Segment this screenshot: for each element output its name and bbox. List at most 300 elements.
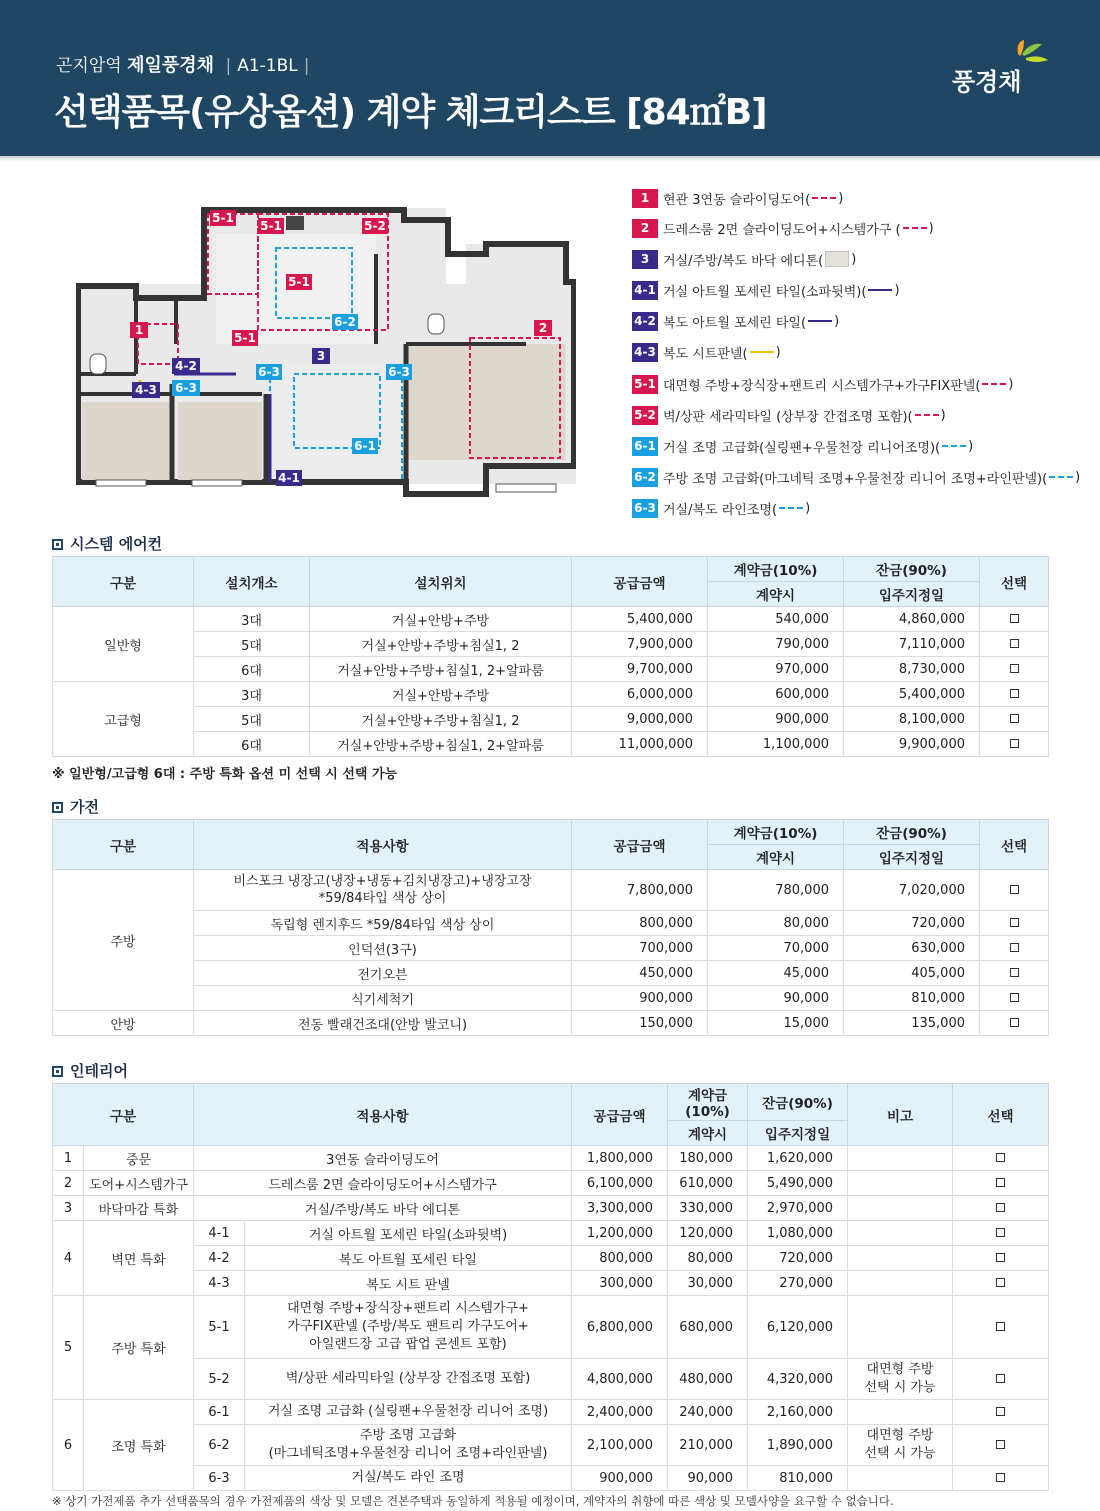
select-cell[interactable] [980, 961, 1049, 986]
table-cell: 680,000 [668, 1296, 748, 1359]
select-cell[interactable] [980, 936, 1049, 961]
table-row [53, 1011, 1049, 1036]
select-cell[interactable] [980, 986, 1049, 1011]
table-cell: 810,000 [748, 1466, 848, 1491]
section-title-text: 시스템 에어컨 [70, 535, 163, 553]
table-row [53, 870, 1049, 911]
table-cell: 480,000 [668, 1359, 748, 1400]
table-cell: 8,100,000 [844, 707, 980, 732]
block-label: A1-1BL [237, 56, 298, 76]
legend-swatch [812, 197, 836, 199]
table-cell: 5,400,000 [572, 607, 708, 632]
legend-close: ) [775, 344, 781, 360]
table-cell: 7,020,000 [844, 870, 980, 911]
select-cell[interactable] [980, 870, 1049, 911]
table-cell: 720,000 [748, 1246, 848, 1271]
table-cell: 5-1 [194, 1296, 245, 1359]
remark-cell [848, 1221, 953, 1246]
table-cell: 거실+안방+주방+침실1, 2+알파룸 [310, 657, 572, 682]
table-cell: 450,000 [572, 961, 708, 986]
legend-close: ) [851, 251, 857, 267]
item-cell [194, 936, 572, 961]
table-cell: 거실+안방+주방+침실1, 2+알파룸 [310, 732, 572, 757]
table-row [53, 607, 1049, 632]
table-cell: 2,160,000 [748, 1400, 848, 1425]
table-cell: 6,120,000 [748, 1296, 848, 1359]
col-header: 공급금액 [572, 1084, 668, 1146]
plan-label-6-3: 6-3 [388, 365, 410, 379]
table-cell: 3대 [194, 607, 310, 632]
plan-label-4-2: 4-2 [175, 359, 197, 373]
item-cell [194, 870, 572, 911]
table-cell: 2,970,000 [748, 1196, 848, 1221]
col-subheader: 입주지정일 [748, 1121, 848, 1146]
table-cell: 330,000 [668, 1196, 748, 1221]
plan-label-5-1: 5-1 [212, 211, 234, 225]
select-cell[interactable] [953, 1221, 1049, 1246]
remark-cell [848, 1400, 953, 1425]
table-cell: 1,800,000 [572, 1146, 668, 1171]
legend-badge: 4-3 [632, 343, 658, 362]
legend-item [632, 310, 839, 332]
page-title: 선택품목(유상옵션) 계약 체크리스트 [84㎡B] [54, 92, 767, 133]
legend-swatch [868, 289, 892, 291]
select-cell[interactable] [980, 632, 1049, 657]
item-line: (마그네틱조명+우물천장 리니어 조명+라인판넬) [268, 1446, 548, 1461]
col-header: 설치위치 [310, 557, 572, 607]
col-header: 잔금(90%) [748, 1084, 848, 1121]
table-cell: 4-1 [194, 1221, 245, 1246]
item-cell [194, 986, 572, 1011]
plan-label-5-2: 5-2 [364, 219, 386, 233]
table-cell: 5대 [194, 707, 310, 732]
col-subheader: 계약시 [668, 1121, 748, 1146]
checkbox[interactable] [1010, 918, 1019, 927]
legend-badge: 4-2 [632, 312, 658, 331]
legend-text: 거실/복도 라인조명( [663, 502, 778, 518]
item-cell [245, 1296, 572, 1359]
table-cell: 4,320,000 [748, 1359, 848, 1400]
legend-text: 거실/주방/복도 바닥 에디톤( [663, 253, 824, 269]
table-cell: 30,000 [668, 1271, 748, 1296]
legend-swatch [750, 351, 774, 353]
checkbox[interactable] [1010, 993, 1019, 1002]
brand-logo [952, 40, 1052, 100]
location-label: 곤지암역 [56, 56, 122, 76]
table-cell: 거실+안방+주방+침실1, 2 [310, 632, 572, 657]
table-cell: 9,000,000 [572, 707, 708, 732]
table-cell: 210,000 [668, 1425, 748, 1466]
table-cell: 135,000 [844, 1011, 980, 1036]
checkbox[interactable] [1010, 639, 1019, 648]
item-cell [194, 1011, 572, 1036]
legend-close: ) [834, 313, 840, 329]
remark-cell [848, 1146, 953, 1171]
col-header: 설치개소 [194, 557, 310, 607]
legend-close: ) [1008, 376, 1014, 392]
section-bullet-icon [52, 539, 63, 550]
table-cell: 1,890,000 [748, 1425, 848, 1466]
select-cell[interactable] [980, 911, 1049, 936]
col-header: 구분 [53, 557, 194, 607]
plan-label-5-1: 5-1 [288, 275, 310, 289]
item-cell: 거실/주방/복도 바닥 에디톤 [194, 1196, 572, 1221]
table-row [53, 961, 1049, 986]
table-cell: 6,000,000 [572, 682, 708, 707]
table-cell: 4,800,000 [572, 1359, 668, 1400]
item-line: *59/84타입 색상 상이 [318, 891, 447, 906]
legend-close: ) [805, 500, 811, 516]
select-cell[interactable] [980, 1011, 1049, 1036]
table-cell: 70,000 [708, 936, 844, 961]
table-row [53, 1171, 1049, 1196]
section-title-text: 인테리어 [70, 1062, 128, 1080]
checkbox[interactable] [996, 1473, 1005, 1482]
table-cell: 800,000 [572, 1246, 668, 1271]
table-cell: 4-2 [194, 1246, 245, 1271]
select-cell[interactable] [953, 1400, 1049, 1425]
select-cell[interactable] [980, 707, 1049, 732]
table-cell: 630,000 [844, 936, 980, 961]
col-header: 잔금(90%) [844, 820, 980, 845]
col-header: 적용사항 [194, 820, 572, 870]
checkbox[interactable] [996, 1407, 1005, 1416]
item-line: 독립형 렌지후드 *59/84타입 색상 상이 [270, 917, 495, 933]
col-header: 선택 [980, 557, 1049, 607]
select-cell[interactable] [953, 1296, 1049, 1359]
legend-item [632, 435, 973, 457]
legend-text: 복도 아트월 포세린 타일( [663, 315, 807, 331]
group-cell: 주방 [53, 870, 194, 1011]
checkbox[interactable] [996, 1203, 1005, 1212]
table-cell: 800,000 [572, 911, 708, 936]
plan-label-5-1: 5-1 [234, 331, 256, 345]
table-row [53, 682, 1049, 707]
select-cell[interactable] [980, 732, 1049, 757]
col-subheader: 계약시 [708, 845, 844, 870]
table-row [53, 1466, 1049, 1491]
page-header [0, 0, 1100, 156]
interior-table [52, 1083, 1049, 1491]
select-cell[interactable] [953, 1246, 1049, 1271]
table-cell: 240,000 [668, 1400, 748, 1425]
legend-item [632, 187, 843, 209]
legend-swatch [903, 227, 927, 229]
legend-item [632, 217, 934, 239]
item-cell [245, 1425, 572, 1466]
plan-label-6-3: 6-3 [175, 381, 197, 395]
table-row [53, 1196, 1049, 1221]
checkbox[interactable] [1010, 943, 1019, 952]
col-header: 계약금(10%) [708, 820, 844, 845]
table-cell: 7,900,000 [572, 632, 708, 657]
table-cell: 11,000,000 [572, 732, 708, 757]
checkbox[interactable] [996, 1178, 1005, 1187]
legend-swatch [1049, 476, 1073, 478]
select-cell[interactable] [953, 1271, 1049, 1296]
legend-badge: 6-2 [632, 468, 658, 487]
select-cell[interactable] [953, 1146, 1049, 1171]
item-line: 비스포크 냉장고(냉장+냉동+김치냉장고)+냉장고장 [233, 874, 532, 889]
table-cell: 1,620,000 [748, 1146, 848, 1171]
table-cell: 중문 [84, 1146, 194, 1171]
remark-cell [848, 1359, 953, 1400]
table-cell: 4-3 [194, 1271, 245, 1296]
table-row [53, 1246, 1049, 1271]
legend-item [632, 248, 856, 270]
table-row [53, 707, 1049, 732]
table-cell: 700,000 [572, 936, 708, 961]
item-cell [245, 1359, 572, 1400]
table-row [53, 1146, 1049, 1171]
legend-text: 거실 조명 고급화(실링팬+우물천장 리니어조명)( [663, 440, 941, 456]
select-cell[interactable] [980, 657, 1049, 682]
table-cell: 2 [53, 1171, 84, 1196]
col-header: 공급금액 [572, 820, 708, 870]
legend-text: 현관 3연동 슬라이딩도어( [663, 192, 811, 208]
legend-swatch [942, 445, 966, 447]
legend-swatch [982, 383, 1006, 385]
table-cell: 9,700,000 [572, 657, 708, 682]
checkbox[interactable] [1010, 739, 1019, 748]
table-cell: 405,000 [844, 961, 980, 986]
remark-cell [848, 1425, 953, 1466]
table-cell: 6,800,000 [572, 1296, 668, 1359]
table-cell: 7,800,000 [572, 870, 708, 911]
table-cell: 거실+안방+주방 [310, 607, 572, 632]
legend-badge: 5-1 [632, 375, 658, 394]
table-row [53, 1221, 1049, 1246]
table-row [53, 986, 1049, 1011]
legend-close: ) [894, 282, 900, 298]
table-row [53, 1425, 1049, 1466]
table-cell: 1,200,000 [572, 1221, 668, 1246]
legend-badge: 3 [632, 250, 658, 269]
footnote: ※ 상기 가전제품 추가 선택품목의 경우 가전제품의 색상 및 모델은 견본주택과 동일하게 적용될 예정이며, 계약자의 취향에 따른 색상 및 모델사양을 요구할 수 없습니다. [52, 1494, 894, 1508]
group-cell: 고급형 [53, 682, 194, 757]
legend-badge: 1 [632, 189, 658, 208]
legend-text: 대면형 주방+장식장+팬트리 시스템가구+가구FIX판넬( [663, 378, 981, 394]
table-cell: 300,000 [572, 1271, 668, 1296]
checkbox[interactable] [1010, 614, 1019, 623]
select-cell[interactable] [980, 682, 1049, 707]
item-cell [194, 961, 572, 986]
table-cell: 도어+시스템가구 [84, 1171, 194, 1196]
table-cell: 1,100,000 [708, 732, 844, 757]
table-cell: 600,000 [708, 682, 844, 707]
remark-cell [848, 1271, 953, 1296]
item-cell: 드레스룸 2면 슬라이딩도어+시스템가구 [194, 1171, 572, 1196]
col-header: 비고 [848, 1084, 953, 1146]
legend-badge: 4-1 [632, 281, 658, 300]
item-line: 거실/복도 라인 조명 [351, 1470, 465, 1485]
table-cell: 3대 [194, 682, 310, 707]
table-row [53, 1400, 1049, 1425]
table-cell: 4,860,000 [844, 607, 980, 632]
select-cell[interactable] [953, 1466, 1049, 1491]
table-cell: 1 [53, 1146, 84, 1171]
table-cell: 8,730,000 [844, 657, 980, 682]
col-subheader: 입주지정일 [844, 582, 980, 607]
item-line: 거실 조명 고급화 (실링팬+우물천장 리니어 조명) [267, 1404, 549, 1419]
table-cell: 복도 시트 판넬 [245, 1271, 572, 1296]
group-cell: 일반형 [53, 607, 194, 682]
complex-name: 제일풍경채 [127, 55, 215, 76]
checkbox[interactable] [996, 1322, 1005, 1331]
remark-line: 선택 시 가능 [864, 1446, 936, 1461]
table-cell: 5,400,000 [844, 682, 980, 707]
col-header: 선택 [953, 1084, 1049, 1146]
table-row [53, 936, 1049, 961]
section-title-appliance [52, 796, 99, 817]
group-no-cell: 6 [53, 1400, 84, 1491]
legend-item [632, 279, 900, 301]
section-title-text: 가전 [70, 798, 99, 816]
table-cell: 6대 [194, 657, 310, 682]
remark-cell [848, 1171, 953, 1196]
item-line: 벽/상판 세라믹타일 (상부장 간접조명 포함) [285, 1371, 531, 1386]
table-cell: 바닥마감 특화 [84, 1196, 194, 1221]
col-header: 구분 [53, 820, 194, 870]
group-cell: 벽면 특화 [84, 1221, 194, 1296]
floor-plan [76, 194, 576, 500]
col-header: 계약금(10%) [708, 557, 844, 582]
table-cell: 970,000 [708, 657, 844, 682]
divider: | [225, 56, 232, 76]
legend-close: ) [940, 407, 946, 423]
item-line: 가구FIX판넬 (주방/복도 팬트리 가구도어+ [287, 1319, 529, 1334]
select-cell[interactable] [953, 1196, 1049, 1221]
legend-item [632, 341, 781, 363]
remark-cell [848, 1296, 953, 1359]
section-bullet-icon [52, 802, 63, 813]
checkbox[interactable] [1010, 714, 1019, 723]
legend-badge: 2 [632, 219, 658, 238]
section-bullet-icon [52, 1066, 63, 1077]
legend-swatch [825, 251, 849, 267]
table-row [53, 1296, 1049, 1359]
table-cell: 540,000 [708, 607, 844, 632]
remark-cell [848, 1466, 953, 1491]
divider: | [303, 56, 310, 76]
legend-close: ) [1075, 469, 1081, 485]
legend-badge: 5-2 [632, 406, 658, 425]
checkbox[interactable] [996, 1440, 1005, 1449]
remark-line: 선택 시 가능 [864, 1380, 936, 1395]
legend-swatch [808, 320, 832, 322]
plan-label-6-2: 6-2 [334, 315, 356, 329]
table-cell: 120,000 [668, 1221, 748, 1246]
legend-item [632, 497, 810, 519]
table-cell: 1,080,000 [748, 1221, 848, 1246]
checkbox[interactable] [1010, 689, 1019, 698]
table-cell: 610,000 [668, 1171, 748, 1196]
item-line: 아일랜드장 고급 팝업 콘센트 포함) [309, 1337, 507, 1352]
checkbox[interactable] [996, 1253, 1005, 1262]
table-cell: 900,000 [572, 1466, 668, 1491]
select-cell[interactable] [953, 1425, 1049, 1466]
table-cell: 900,000 [708, 707, 844, 732]
col-header: 계약금(10%) [668, 1084, 748, 1121]
plan-label-5-1: 5-1 [260, 219, 282, 233]
table-cell: 9,900,000 [844, 732, 980, 757]
item-line: 전기오븐 [357, 967, 408, 983]
checkbox[interactable] [1010, 968, 1019, 977]
table-row [53, 732, 1049, 757]
table-cell: 180,000 [668, 1146, 748, 1171]
group-no-cell: 4 [53, 1221, 84, 1296]
table-cell: 80,000 [708, 911, 844, 936]
table-row [53, 632, 1049, 657]
table-cell: 810,000 [844, 986, 980, 1011]
col-header: 구분 [53, 1084, 194, 1146]
checkbox[interactable] [1010, 885, 1019, 894]
header-subtitle [56, 51, 315, 77]
col-header: 적용사항 [194, 1084, 572, 1146]
plan-label-3: 3 [316, 349, 326, 363]
appliance-table [52, 819, 1049, 1036]
select-cell[interactable] [953, 1359, 1049, 1400]
table-cell: 6대 [194, 732, 310, 757]
select-cell[interactable] [953, 1171, 1049, 1196]
table-cell: 720,000 [844, 911, 980, 936]
item-line: 전동 빨래건조대(안방 발코니) [297, 1017, 468, 1033]
table-cell: 790,000 [708, 632, 844, 657]
legend-item [632, 466, 1080, 488]
plan-label-4-3: 4-3 [135, 383, 157, 397]
item-cell: 3연동 슬라이딩도어 [194, 1146, 572, 1171]
checkbox[interactable] [996, 1278, 1005, 1287]
table-cell: 5대 [194, 632, 310, 657]
item-line: 주방 조명 고급화 [359, 1428, 457, 1443]
legend-badge: 6-3 [632, 499, 658, 518]
item-cell [245, 1466, 572, 1491]
remark-cell [848, 1196, 953, 1221]
table-cell: 150,000 [572, 1011, 708, 1036]
col-header: 공급금액 [572, 557, 708, 607]
section-title-aircon [52, 533, 162, 554]
plan-label-2: 2 [538, 321, 548, 335]
table-cell: 2,100,000 [572, 1425, 668, 1466]
table-cell: 3 [53, 1196, 84, 1221]
table-cell: 2,400,000 [572, 1400, 668, 1425]
checkbox[interactable] [996, 1153, 1005, 1162]
checkbox[interactable] [996, 1374, 1005, 1383]
table-cell: 15,000 [708, 1011, 844, 1036]
table-cell: 6-1 [194, 1400, 245, 1425]
legend-swatch [915, 414, 939, 416]
table-cell: 거실+안방+주방+침실1, 2 [310, 707, 572, 732]
logo-text: 풍경채 [952, 68, 1022, 96]
legend-item [632, 373, 1013, 395]
col-header: 선택 [980, 820, 1049, 870]
select-cell[interactable] [980, 607, 1049, 632]
checkbox[interactable] [996, 1228, 1005, 1237]
table-row [53, 911, 1049, 936]
legend-badge: 6-1 [632, 437, 658, 456]
group-no-cell: 5 [53, 1296, 84, 1400]
legend-swatch [779, 507, 803, 509]
table-cell: 780,000 [708, 870, 844, 911]
legend-text: 드레스룸 2면 슬라이딩도어+시스템가구 ( [663, 222, 901, 238]
item-line: 식기세척기 [351, 992, 414, 1008]
checkbox[interactable] [1010, 664, 1019, 673]
table-cell: 거실+안방+주방 [310, 682, 572, 707]
table-row [53, 657, 1049, 682]
legend-item [632, 404, 946, 426]
checkbox[interactable] [1010, 1018, 1019, 1027]
col-header: 잔금(90%) [844, 557, 980, 582]
